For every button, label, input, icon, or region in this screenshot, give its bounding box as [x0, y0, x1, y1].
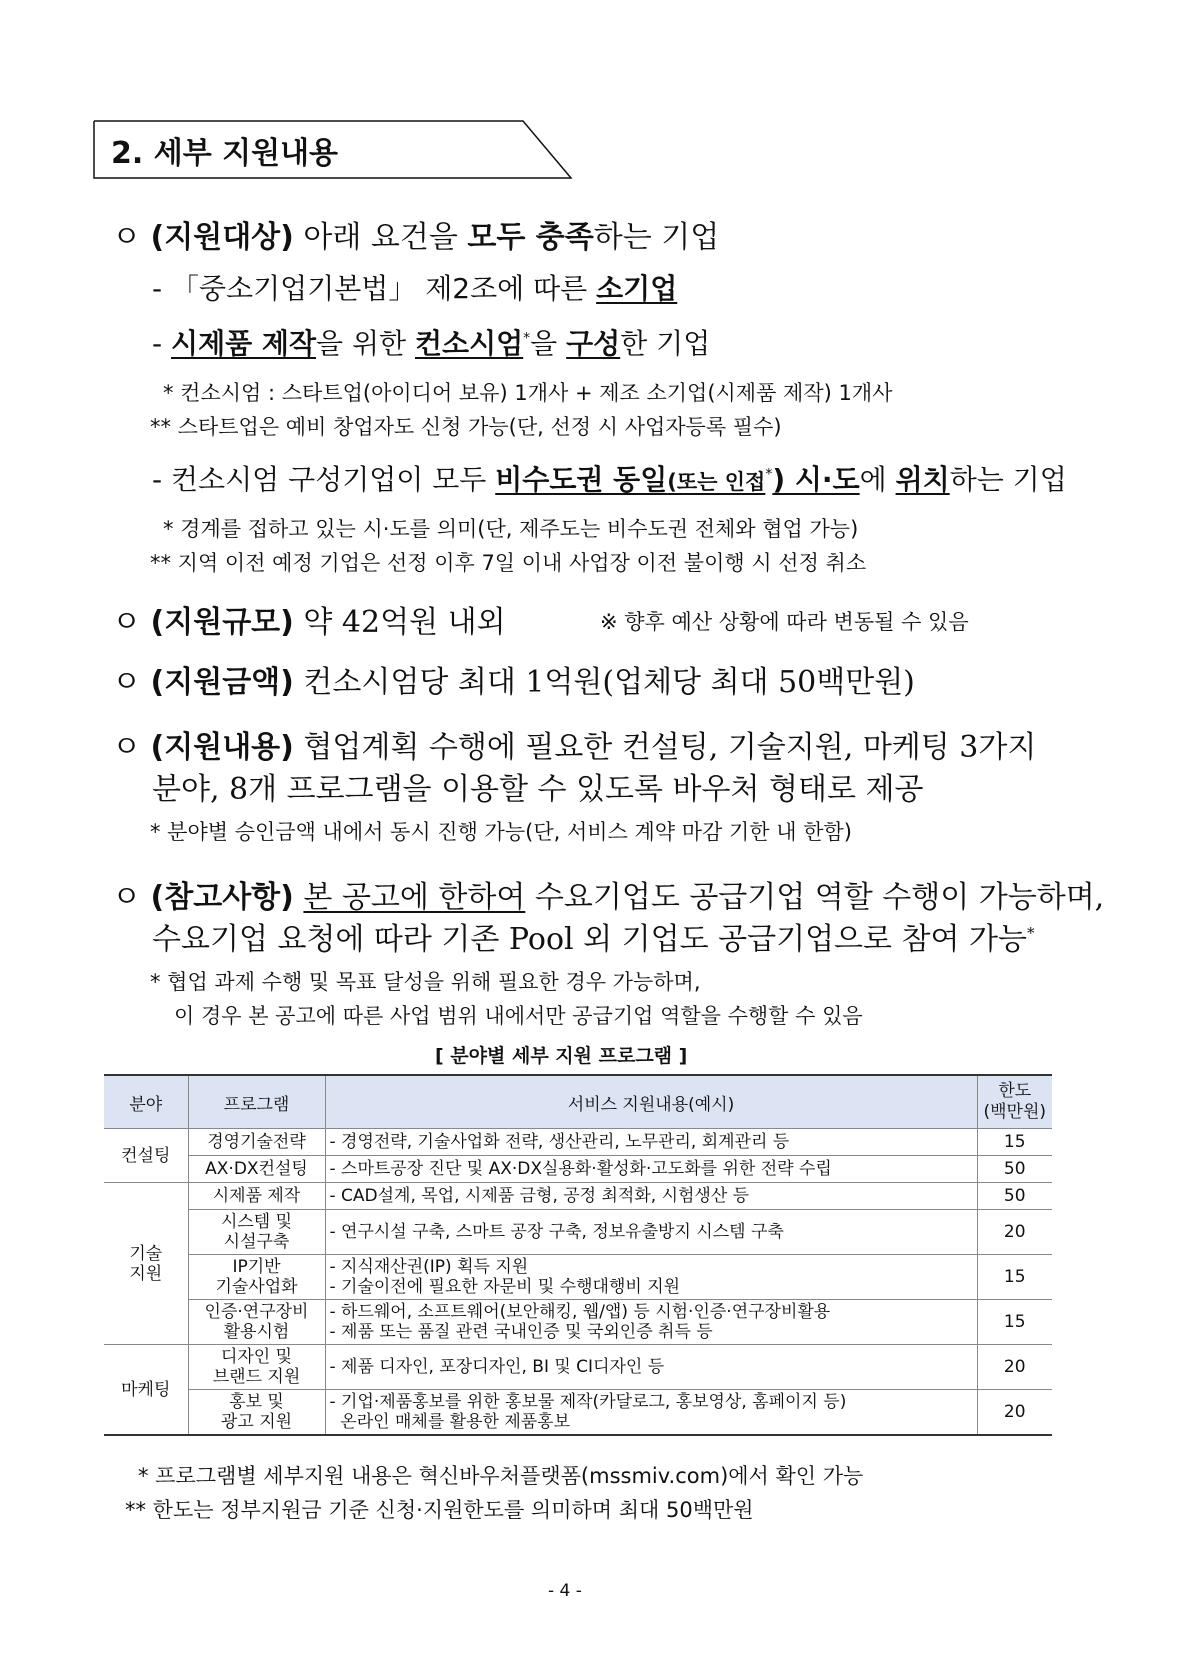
- program-line-2: 기술사업화: [215, 1277, 298, 1297]
- target-sub1: [152, 267, 677, 307]
- reference-sup: *: [1027, 924, 1035, 942]
- content-line: [112, 722, 1036, 766]
- amount-line: [112, 657, 915, 701]
- service-cell: - 제품 디자인, 포장디자인, BI 및 CI디자인 등: [325, 1345, 977, 1390]
- reference-label: (참고사항): [150, 880, 294, 915]
- target-sub2-text1: 을 위한: [316, 327, 415, 360]
- service-line-1: - 하드웨어, 소프트웨어(보안해킹, 웹/앱) 등 시험·인증·연구장비활용: [329, 1302, 831, 1322]
- table-row: [104, 1390, 1052, 1436]
- target-sub3-emph3: 위치: [895, 463, 950, 496]
- reference-line2: [152, 914, 1035, 958]
- target-text-b: 모두 충족: [467, 220, 594, 255]
- program-line-1: IP기반: [232, 1257, 281, 1277]
- limit-cell: 50: [977, 1156, 1052, 1183]
- table-row: [104, 1300, 1052, 1345]
- service-cell: [325, 1255, 977, 1300]
- program-cell: AX·DX컨설팅: [188, 1156, 325, 1183]
- header-limit: [977, 1075, 1052, 1129]
- header-service: 서비스 지원내용(예시): [325, 1075, 977, 1129]
- target-sub3-text3: 하는 기업: [949, 463, 1067, 496]
- table-footnote2: ** 한도는 정부지원금 기준 신청·지원한도를 의미하며 최대 50백만원: [125, 1498, 754, 1522]
- table-row: [104, 1183, 1052, 1210]
- program-line-1: 디자인 및: [220, 1347, 293, 1367]
- group-tech: [104, 1183, 188, 1345]
- program-cell: [188, 1300, 325, 1345]
- table-row: [104, 1255, 1052, 1300]
- table-header-row: [104, 1075, 1052, 1129]
- target-sub3: [152, 458, 1067, 498]
- program-cell: [188, 1345, 325, 1390]
- page-number: - 4 -: [548, 1581, 582, 1601]
- group-marketing: 마케팅: [104, 1345, 188, 1436]
- reference-text2: 수요기업 요청에 따라 기존 Pool 외 기업도 공급기업으로 참여 가능: [152, 922, 1028, 957]
- program-table: [104, 1074, 1052, 1436]
- target-sub2-dash: -: [152, 327, 172, 360]
- target-sub1-emph: 소기업: [596, 272, 678, 305]
- service-cell: - 연구시설 구축, 스마트 공장 구축, 정보유출방지 시스템 구축: [325, 1210, 977, 1255]
- service-cell: - 스마트공장 진단 및 AX·DX실용화·활성화·고도화를 위한 전략 수립: [325, 1156, 977, 1183]
- header-limit-2: (백만원): [983, 1102, 1047, 1122]
- group-consulting: 컨설팅: [104, 1129, 188, 1183]
- content-text1: 협업계획 수행에 필요한 컨설팅, 기술지원, 마케팅 3가지: [293, 730, 1037, 765]
- bullet-circle: ㅇ: [112, 605, 141, 640]
- scale-line: [112, 597, 506, 641]
- target-sub3-emph1: 비수도권 동일: [495, 463, 668, 496]
- program-line-1: 홍보 및: [229, 1392, 284, 1412]
- service-cell: [325, 1300, 977, 1345]
- target-sub2-text2: 을: [530, 327, 567, 360]
- bullet-circle: ㅇ: [112, 730, 141, 765]
- service-cell: [325, 1390, 977, 1436]
- target-sub3-sup: *: [765, 466, 773, 483]
- table-row: [104, 1129, 1052, 1156]
- target-note2: ** 스타트업은 예비 창업자도 신청 가능(단, 선정 시 사업자등록 필수): [150, 415, 782, 439]
- target-sub1-text: - 「중소기업기본법」 제2조에 따른: [152, 272, 597, 305]
- target-sub3-text: - 컨소시엄 구성기업이 모두: [152, 463, 496, 496]
- content-label: (지원내용): [150, 730, 294, 765]
- target-label: (지원대상): [150, 220, 294, 255]
- program-cell: [188, 1210, 325, 1255]
- limit-cell: 15: [977, 1255, 1052, 1300]
- header-limit-1: 한도: [998, 1081, 1032, 1101]
- group-tech-1: 기술: [129, 1243, 163, 1264]
- target-note3: * 경계를 접하고 있는 시·도를 의미(단, 제주도는 비수도권 전체와 협업 가능): [163, 517, 859, 541]
- target-sub3-emph2: ) 시·도: [772, 463, 860, 496]
- target-text-c: 하는 기업: [593, 220, 720, 255]
- group-tech-2: 지원: [129, 1263, 163, 1284]
- program-line-1: 시스템 및: [220, 1212, 293, 1232]
- target-sub2: [152, 322, 710, 362]
- target-sub3-text2: 에: [859, 463, 896, 496]
- program-cell: 시제품 제작: [188, 1183, 325, 1210]
- target-sub3-paren: (또는 인접: [667, 470, 766, 494]
- scale-note: ※ 향후 예산 상황에 따라 변동될 수 있음: [600, 610, 969, 634]
- target-sub2-emph1: 시제품 제작: [171, 327, 317, 360]
- limit-cell: 20: [977, 1345, 1052, 1390]
- program-line-2: 광고 지원: [220, 1412, 293, 1432]
- section-title: 2. 세부 지원내용: [111, 136, 339, 171]
- service-line-1: - 지식재산권(IP) 획득 지원: [329, 1257, 529, 1277]
- reference-emph: 본 공고에 한하여: [303, 880, 526, 915]
- reference-space: [294, 880, 304, 915]
- table-row: [104, 1210, 1052, 1255]
- target-text-a: 아래 요건을: [293, 220, 468, 255]
- table-caption: [ 분야별 세부 지원 프로그램 ]: [435, 1045, 688, 1067]
- target-sub2-text3: 한 기업: [620, 327, 711, 360]
- table-footnote1: * 프로그램별 세부지원 내용은 혁신바우처플랫폼(mssmiv.com)에서 확인 가능: [138, 1464, 864, 1488]
- target-sub2-sup: *: [523, 330, 531, 347]
- target-sub2-emph3: 구성: [566, 327, 621, 360]
- content-note: * 분야별 승인금액 내에서 동시 진행 가능(단, 서비스 계약 마감 기한 내 한함): [150, 820, 852, 844]
- limit-cell: 50: [977, 1183, 1052, 1210]
- target-line: [112, 212, 719, 256]
- target-note1: * 컨소시엄 : 스타트업(아이디어 보유) 1개사 + 제조 소기업(시제품 제작) 1개사: [163, 381, 893, 405]
- content-text2: 분야, 8개 프로그램을 이용할 수 있도록 바우처 형태로 제공: [152, 772, 924, 807]
- service-cell: - 경영전략, 기술사업화 전략, 생산관리, 노무관리, 회계관리 등: [325, 1129, 977, 1156]
- scale-label: (지원규모): [150, 605, 294, 640]
- reference-note2: 이 경우 본 공고에 따른 사업 범위 내에서만 공급기업 역할을 수행할 수 있음: [174, 1004, 863, 1028]
- program-line-1: 인증·연구장비: [204, 1302, 309, 1322]
- header-program: 프로그램: [188, 1075, 325, 1129]
- reference-text1: 수요기업도 공급기업 역할 수행이 가능하며,: [525, 880, 1105, 915]
- section-heading: [93, 120, 573, 178]
- limit-cell: 20: [977, 1390, 1052, 1436]
- scale-text: 약 42억원 내외: [293, 605, 506, 640]
- reference-note1: * 협업 과제 수행 및 목표 달성을 위해 필요한 경우 가능하며,: [150, 970, 701, 994]
- table-row: [104, 1345, 1052, 1390]
- service-line-2: - 제품 또는 품질 관련 국내인증 및 국외인증 취득 등: [329, 1322, 713, 1342]
- program-line-2: 시설구축: [223, 1232, 290, 1252]
- program-line-2: 활용시험: [223, 1322, 290, 1342]
- amount-label: (지원금액): [150, 665, 294, 700]
- table-row: [104, 1156, 1052, 1183]
- limit-cell: 15: [977, 1300, 1052, 1345]
- target-note4: ** 지역 이전 예정 기업은 선정 이후 7일 이내 사업장 이전 불이행 시 선정 취소: [150, 551, 867, 575]
- limit-cell: 20: [977, 1210, 1052, 1255]
- header-field: 분야: [104, 1075, 188, 1129]
- bullet-circle: ㅇ: [112, 220, 141, 255]
- program-cell: [188, 1390, 325, 1436]
- program-line-2: 브랜드 지원: [212, 1367, 301, 1387]
- service-line-2: - 기술이전에 필요한 자문비 및 수행대행비 지원: [329, 1277, 681, 1297]
- program-cell: 경영기술전략: [188, 1129, 325, 1156]
- program-cell: [188, 1255, 325, 1300]
- bullet-circle: ㅇ: [112, 665, 141, 700]
- service-cell: - CAD설계, 목업, 시제품 금형, 공정 최적화, 시험생산 등: [325, 1183, 977, 1210]
- limit-cell: 15: [977, 1129, 1052, 1156]
- bullet-circle: ㅇ: [112, 880, 141, 915]
- service-line-1: - 기업·제품홍보를 위한 홍보물 제작(카달로그, 홍보영상, 홈페이지 등): [329, 1392, 847, 1412]
- target-sub2-emph2: 컨소시엄: [414, 327, 524, 360]
- service-line-2: 온라인 매체를 활용한 제품홍보: [329, 1412, 571, 1432]
- reference-line: [112, 872, 1104, 916]
- amount-text: 컨소시엄당 최대 1억원(업체당 최대 50백만원): [293, 665, 915, 700]
